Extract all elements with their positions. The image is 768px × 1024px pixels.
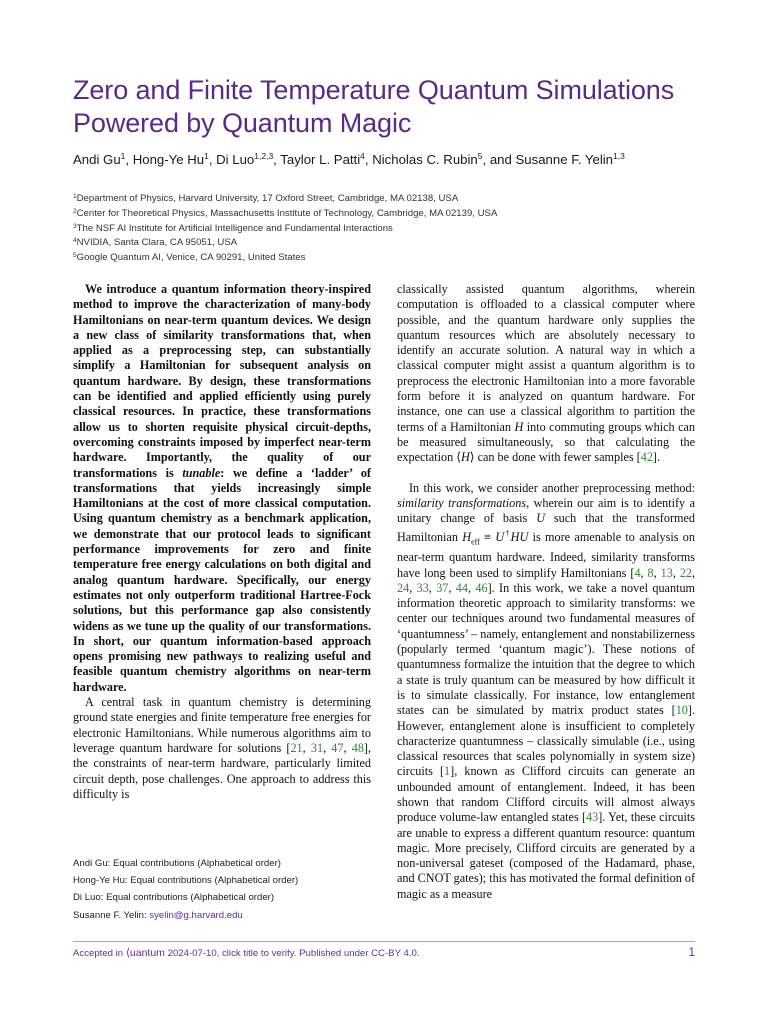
quantum-journal-logo[interactable]: ⟨uantum bbox=[125, 947, 165, 959]
footnote bbox=[73, 855, 373, 872]
affiliation bbox=[73, 251, 713, 266]
italic-text: U bbox=[536, 511, 545, 526]
affiliation-text: Center for Theoretical Physics, Massachusetts Institute of Technology, Cambridge, MA 02139, USA bbox=[76, 207, 498, 219]
subscript: eff bbox=[471, 537, 480, 547]
citation-link[interactable]: 22 bbox=[679, 565, 692, 580]
citation-link[interactable]: 48 bbox=[351, 740, 364, 755]
left-column bbox=[73, 282, 371, 802]
author-affiliation-index: 1,3 bbox=[613, 151, 625, 161]
author-name: Hong-Ye Hu bbox=[132, 152, 205, 167]
affiliation-text: Department of Physics, Harvard University, 17 Oxford Street, Cambridge, MA 02138, USA bbox=[76, 193, 459, 204]
footnote-author: Hong-Ye Hu: bbox=[73, 875, 131, 887]
email-link[interactable]: syelin@g.harvard.edu bbox=[149, 909, 243, 921]
affiliation bbox=[73, 222, 713, 237]
footnote-text: Equal contributions (Alphabetical order) bbox=[113, 858, 281, 869]
citation-link[interactable]: 13 bbox=[660, 565, 673, 580]
italic-text: H bbox=[462, 530, 472, 545]
italic-text: U bbox=[495, 530, 505, 545]
paper-title[interactable]: Zero and Finite Temperature Quantum Simulations Powered by Quantum Magic bbox=[73, 75, 675, 138]
affiliation-text: Google Quantum AI, Venice, CA 90291, United States bbox=[76, 252, 306, 264]
footnote-author: Andi Gu: bbox=[73, 858, 113, 869]
author-name: Susanne F. Yelin bbox=[515, 152, 614, 167]
affiliation bbox=[73, 236, 713, 251]
citation-link[interactable]: 10 bbox=[675, 703, 688, 718]
affiliation-index: 4 bbox=[73, 237, 77, 245]
affiliation-index: 5 bbox=[73, 252, 77, 260]
author-name: Di Luo bbox=[216, 152, 255, 167]
italic-text: similarity transformations bbox=[397, 495, 527, 510]
citation-link[interactable]: 21 bbox=[290, 740, 303, 755]
citation-link[interactable]: 37 bbox=[436, 580, 449, 595]
author-affiliation-index: 4 bbox=[360, 151, 365, 161]
footnote-author: Susanne F. Yelin: bbox=[73, 909, 150, 921]
italic-text: H bbox=[460, 450, 470, 465]
italic-text: HU bbox=[510, 530, 529, 545]
page-number: 1 bbox=[688, 945, 695, 959]
citation-link[interactable]: 4 bbox=[634, 565, 641, 580]
abstract: We introduce a quantum information theory-inspired method to improve the characterization of many-body Hamiltonians on near-term quantum devices. We design a new class of similarity transformations that, when applied as a preprocessing step, can substantially simplify a Hamiltonian for subsequent analysis on quantum hardware. By design, these transformations can be identified and applied efficiently using purely classical resources. In practice, these transformations allow us to shorten requisite physical circuit-depths, overcoming constraints imposed by imperfect near-term hardware. Importantly, the quality of our transformations is tunable: we define a ‘ladder’ of transformations that yields increasingly simple Hamiltonians at the cost of more classical computation. Using quantum chemistry as a benchmark application, we demonstrate that our protocol leads to significant performance improvements for zero and finite temperature free energy calculations on both digital and analog quantum hardware. Specifically, our energy estimates not only outperform traditional Hartree-Fock solutions, but this performance gap also consistently widens as we tune up the quality of our transformations. In short, our quantum information-based approach opens promising new pathways to realizing useful and feasible quantum chemistry algorithms on near-term hardware. bbox=[73, 282, 371, 694]
author-affiliation-index: 1 bbox=[204, 151, 209, 161]
affiliation-index: 3 bbox=[73, 222, 77, 230]
superscript: † bbox=[504, 529, 511, 539]
body-paragraph-2: In this work, we consider another preprocessing method: similarity transformations, wherein our aim is to identify a unitary change of basis U such that the transformed Hamiltonian $H_{eff} \equiv U^\dagger HU$ is more amenable to analysis on near-term quantum hardware. Indeed, similarity transforms have long been used to simplify Hamiltonians [4, 8, 13, 22, 24, 33, 37, 44, 46]. In this work, we take a novel quantum information theoretic approach to similarity transforms: we center our techniques around two fundamental measures of ‘quantumness’ – namely, entanglement and nonstabilizerness (popularly termed ‘quantum magic’). These notions of quantumness formalize the intuition that the degree to which a state is truly quantum can be measured by how difficult it is to simulate classically. For instance, low entanglement states can be simulated by matrix product states [10]. However, entanglement alone is insufficient to completely characterize quantumness – classically simulable (i.e., using classical resources that scales polynomially in system size) circuits [1], known as Clifford circuits can generate an unbounded amount of entanglement. Indeed, it has been shown that random Clifford circuits will almost always produce volume-law entangled states [43]. Yet, these circuits are unable to express a different quantum resource: quantum magic. More precisely, Clifford circuits are generated by a non-universal gateset (composed of the Hadamard, phase, and CNOT gates); this has motivated the formal definition of magic as a measure bbox=[397, 480, 696, 901]
affiliation-text: NVIDIA, Santa Clara, CA 95051, USA bbox=[76, 237, 238, 249]
footer-prefix: Accepted in bbox=[73, 948, 126, 959]
author-list: Andi Gu$^1$, Hong-Ye Hu$^1$, Di Luo$^{1,2,3}$, Taylor L. Patti$^4$, Nicholas C. Rubin$^5$, and Susanne F. Yelin$^{1,3}$ bbox=[73, 151, 625, 167]
body-paragraph-1: classically assisted quantum algorithms, wherein computation is offloaded to a classical computer where possible, and the quantum hardware only supplies the quantum resources which are absolutely necessary to identify an accurate solution. A natural way in which a classical computer might assist a quantum algorithm is to preprocess the electronic Hamiltonian into a more favorable form before it is analyzed on quantum hardware. For instance, one can use a classical algorithm to partition the terms of a Hamiltonian H into commuting groups which can be measured simultaneously, so that calculating the expectation ⟨H⟩ can be done with fewer samples [42]. bbox=[397, 282, 695, 465]
footnote-author: Di Luo: bbox=[73, 892, 107, 904]
affiliation-list bbox=[73, 192, 713, 266]
citation-link[interactable]: 42 bbox=[640, 450, 653, 465]
author-name: Taylor L. Patti bbox=[280, 152, 361, 167]
author-name: Andi Gu bbox=[73, 152, 121, 167]
affiliation bbox=[73, 207, 713, 222]
author-name: Nicholas C. Rubin bbox=[372, 152, 478, 167]
citation-link[interactable]: 43 bbox=[586, 810, 599, 825]
footnote-text: Equal contributions (Alphabetical order) bbox=[130, 875, 299, 887]
citation-link[interactable]: 47 bbox=[331, 740, 344, 755]
footnotes bbox=[73, 855, 373, 924]
affiliation-text: The NSF AI Institute for Artificial Intelligence and Fundamental Interactions bbox=[76, 222, 393, 234]
footnote bbox=[73, 907, 373, 924]
intro-paragraph: A central task in quantum chemistry is determining ground state energies and finite temperature free energies for electronic Hamiltonians. While numerous algorithms aim to leverage quantum hardware for solutions [21, 31, 47, 48], the constraints of near-term hardware, particularly limited circuit depth, pose challenges. One approach to address this difficulty is bbox=[73, 695, 372, 801]
affiliation-index: 2 bbox=[73, 207, 77, 215]
author-affiliation-index: 5 bbox=[477, 151, 483, 161]
footer-suffix: 2024-07-10, click title to verify. Published under CC-BY 4.0. bbox=[164, 948, 420, 959]
author-affiliation-index: 1,2,3 bbox=[254, 151, 274, 161]
footnote-text: Equal contributions (Alphabetical order) bbox=[106, 892, 275, 904]
affiliation bbox=[73, 192, 713, 207]
footnote bbox=[73, 889, 373, 906]
citation-link[interactable]: 33 bbox=[416, 580, 429, 595]
citation-link[interactable]: 31 bbox=[310, 740, 324, 755]
footer-rule bbox=[73, 941, 695, 942]
citation-link[interactable]: 44 bbox=[455, 580, 468, 595]
right-column bbox=[397, 282, 695, 902]
italic-text: tunable bbox=[182, 465, 221, 480]
footer-note[interactable] bbox=[73, 947, 695, 959]
affiliation-index: 1 bbox=[73, 193, 77, 200]
citation-link[interactable]: 46 bbox=[475, 580, 488, 595]
author-affiliation-index: 1 bbox=[120, 151, 126, 161]
footnote bbox=[73, 872, 373, 889]
citation-link[interactable]: 1 bbox=[444, 764, 451, 779]
citation-link[interactable]: 8 bbox=[647, 565, 654, 580]
citation-link[interactable]: 24 bbox=[397, 580, 410, 595]
italic-text: H bbox=[514, 419, 524, 434]
